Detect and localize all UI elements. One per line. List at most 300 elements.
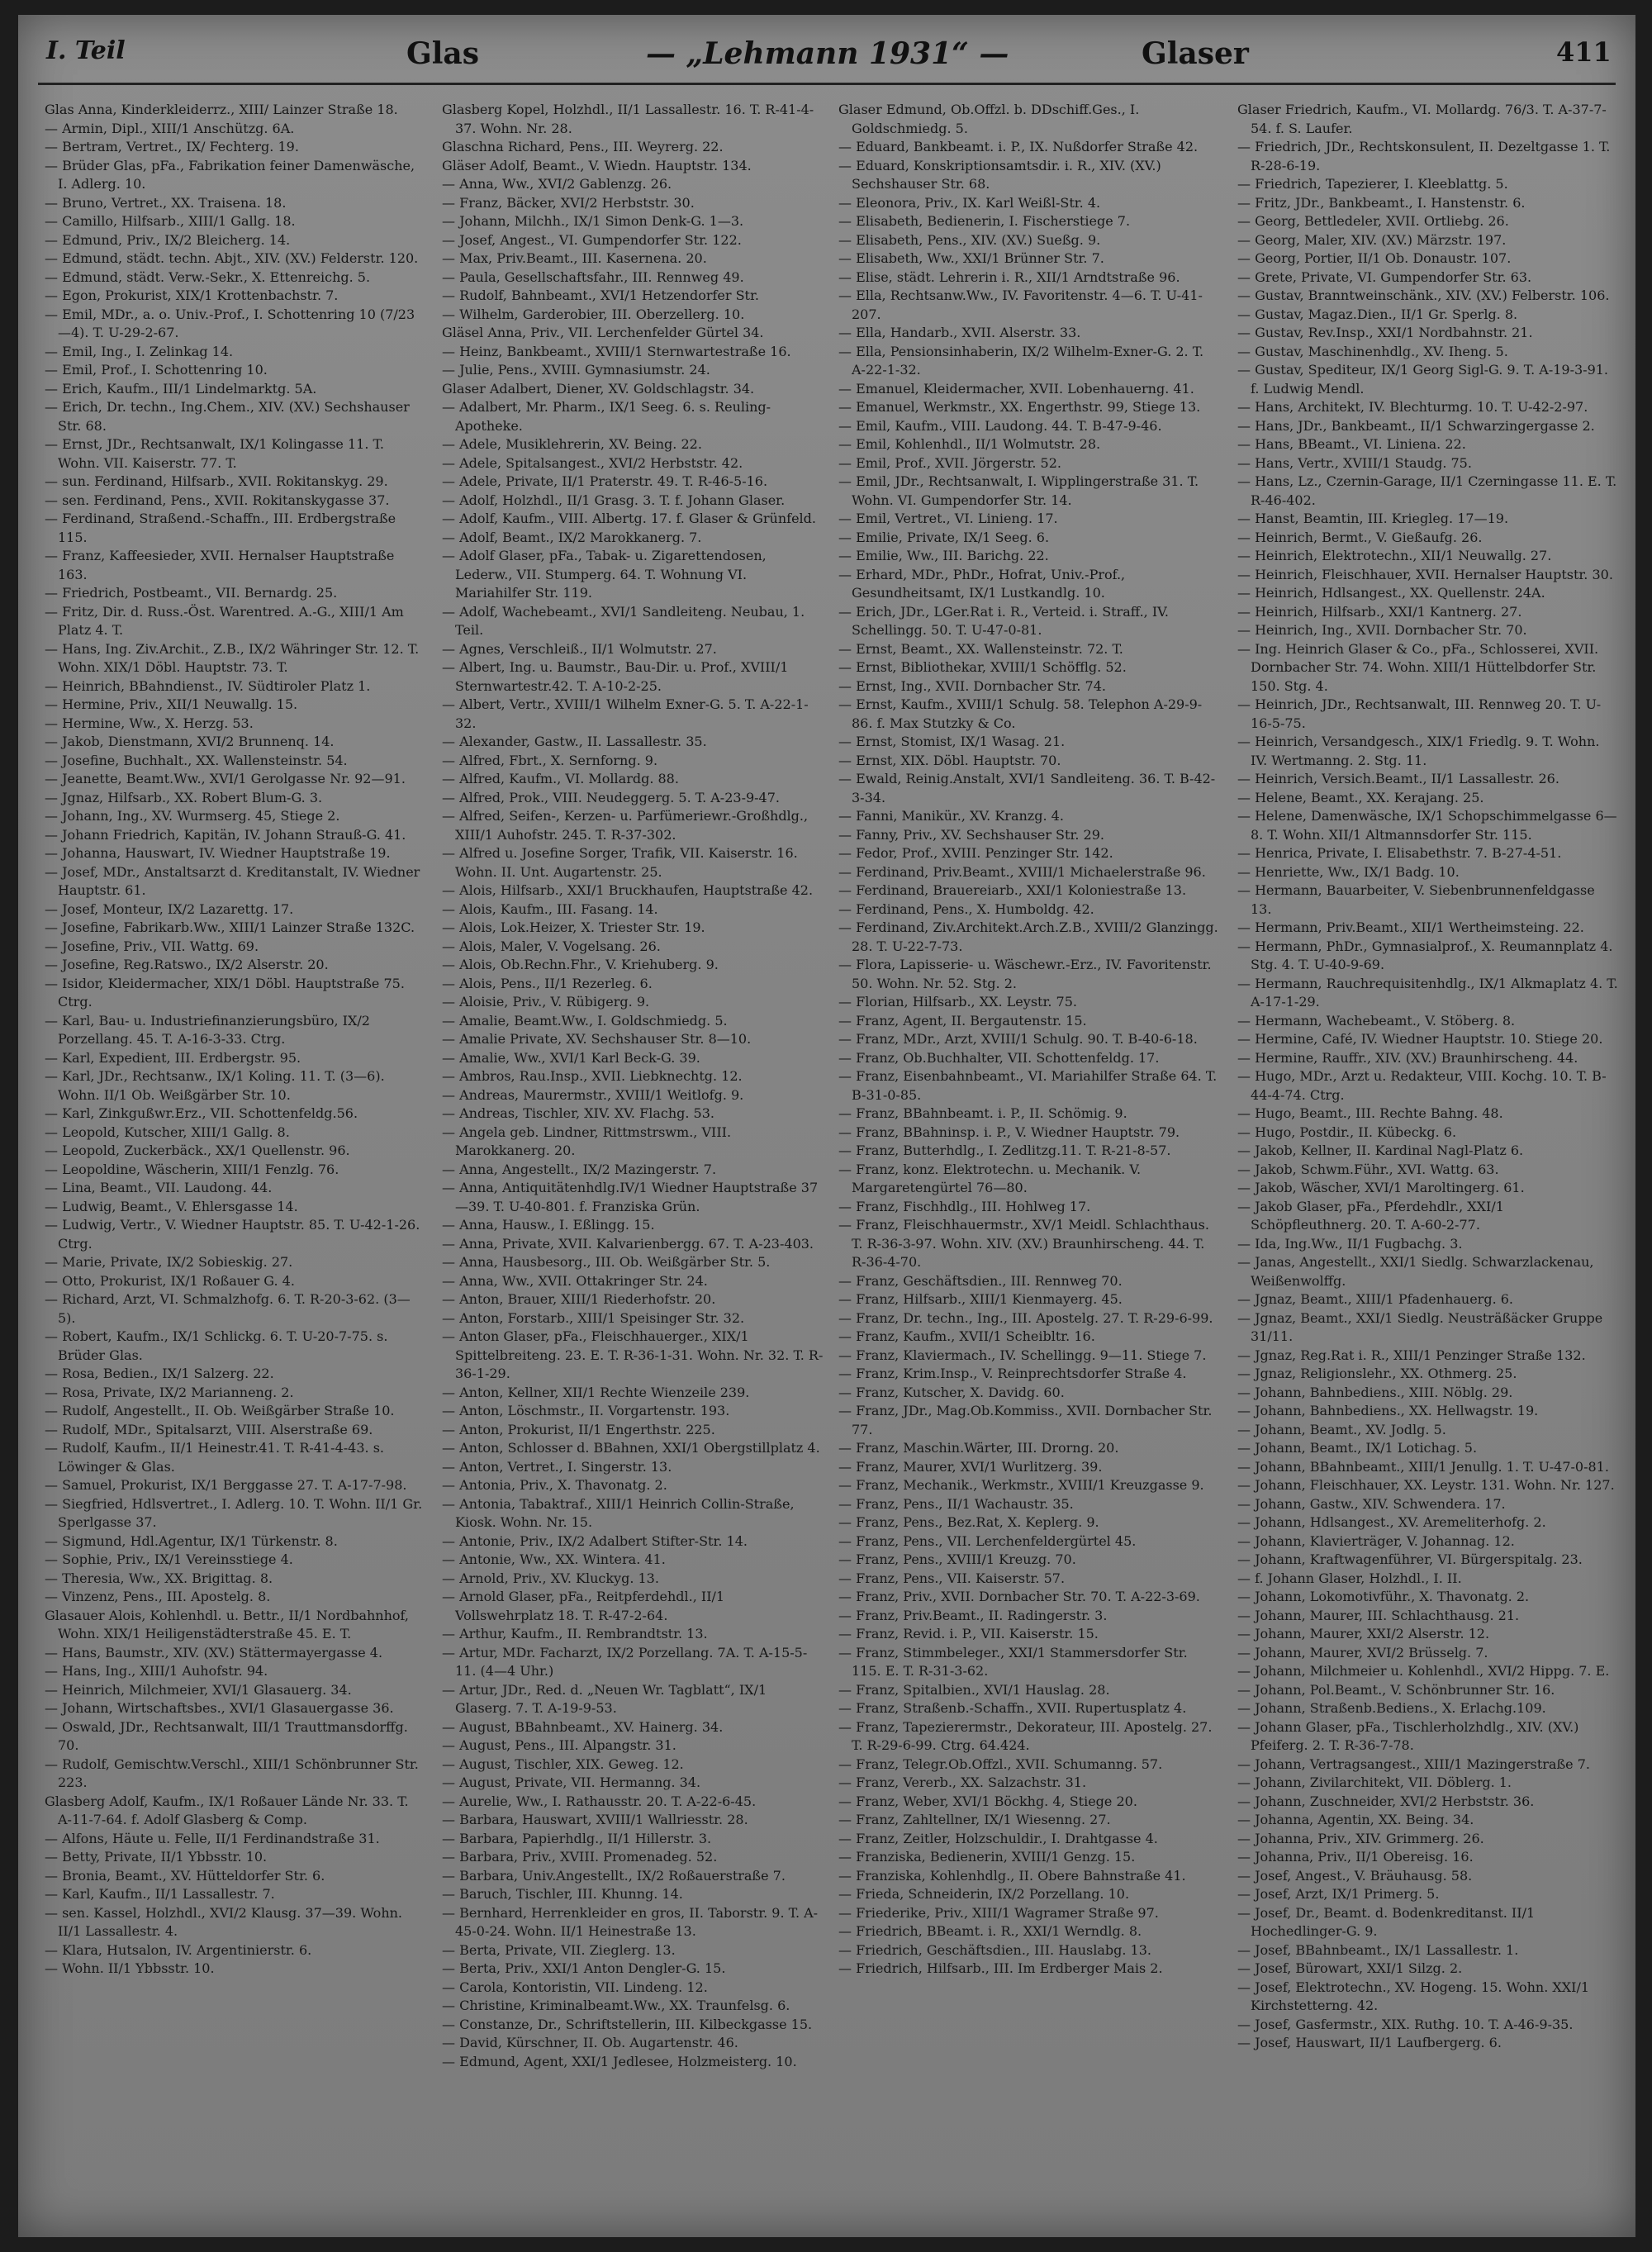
directory-entry: — Franz, Straßenb.-Schaffn., XVII. Rupertusplatz 4. [838,1700,1187,1716]
directory-entry: — Fedor, Prof., XVIII. Penzinger Str. 142. [838,845,1113,861]
directory-entry: — Franz, BBahnbeamt. i. P., II. Schömig. 9. [838,1105,1127,1121]
directory-entry: — Anna, Hausbesorg., III. Ob. Weißgärber Str. 5. [442,1254,771,1270]
last-entry-keyword: Glaser [1142,36,1249,71]
directory-entry: — Franz, Telegr.Ob.Offzl., XVII. Schumanng. 57. [838,1756,1163,1772]
directory-entry: — Franz, Mechanik., Werkmstr., XVIII/1 Kreuzgasse 9. [838,1477,1204,1493]
directory-entry: — Theresia, Ww., XX. Brigittag. 8. [45,1570,273,1586]
directory-entry: — Johann, Fleischhauer, XX. Leystr. 131. Wohn. Nr. 127. [1237,1477,1615,1493]
directory-entry: — Heinrich, Bermt., V. Gießaufg. 26. [1237,529,1483,545]
directory-entry: — Franz, Fleischhauermstr., XV/1 Meidl. Schlachthaus. T. R-36-3-97. Wohn. XIV. (XV.) Braunhirscheng. 44. T. R-36-4-70. [838,1217,1209,1270]
directory-entry: — Barbara, Priv., XVIII. Promenadeg. 52. [442,1849,718,1865]
directory-entry: — Fritz, Dir. d. Russ.-Öst. Warentred. A.-G., XIII/1 Am Platz 4. T. [45,603,404,638]
directory-entry: — Adolf, Kaufm., VIII. Albertg. 17. f. Glaser & Grünfeld. [442,511,816,526]
directory-entry: — Ida, Ing.Ww., II/1 Fugbachg. 3. [1237,1235,1463,1252]
directory-entry: — Hugo, MDr., Arzt u. Redakteur, VIII. Kochg. 10. T. B-44-4-74. Ctrg. [1237,1068,1607,1103]
directory-entry: — Jakob, Schwm.Führ., XVI. Wattg. 63. [1237,1161,1499,1177]
directory-entry: — Gustav, Branntweinschänk., XIV. (XV.) Felberstr. 106. [1237,287,1610,303]
directory-entry: — Otto, Prokurist, IX/1 Roßauer G. 4. [45,1272,295,1289]
directory-entry: — Klara, Hutsalon, IV. Argentinierstr. 6. [45,1941,312,1958]
directory-entry: — Hans, BBeamt., VI. Liniena. 22. [1237,436,1466,452]
directory-entry: — Franz, Eisenbahnbeamt., VI. Mariahilfer Straße 64. T. B-31-0-85. [838,1068,1218,1103]
directory-entry: — Johann, Pol.Beamt., V. Schönbrunner Str. 16. [1237,1681,1555,1698]
directory-entry: — Jgnaz, Hilfsarb., XX. Robert Blum-G. 3. [45,789,323,805]
directory-entry: — Johann, Lokomotivführ., X. Thavonatg. 2. [1237,1589,1530,1604]
directory-entry: — Ferdinand, Brauereiarb., XXI/1 Koloniestraße 13. [838,882,1187,898]
directory-entry: — Johann, Gastw., XIV. Schwendera. 17. [1237,1495,1506,1512]
directory-entry: — Alois, Pens., II/1 Rezerleg. 6. [442,975,653,991]
directory-entry: — Erhard, MDr., PhDr., Hofrat, Univ.-Prof., Gesundheitsamt, IX/1 Lustkandlg. 10. [838,566,1126,601]
column-1 [45,101,426,1979]
directory-entry: — Franz, Priv.Beamt., II. Radingerstr. 3. [838,1607,1108,1623]
directory-entry: — Ernst, Bibliothekar, XVIII/1 Schöfflg. 52. [838,659,1127,675]
directory-entry: — Ernst, Ing., XVII. Dornbacher Str. 74. [838,677,1106,694]
publication-title: — „Lehmann 1931“ — [646,36,1009,71]
directory-entry: — Josef, Hauswart, II/1 Laufbergerg. 6. [1237,2035,1502,2050]
directory-page [18,15,1635,2237]
directory-entry: — Franz, Stimmbeleger., XXI/1 Stammersdorfer Str. 115. E. T. R-31-3-62. [838,1644,1188,1679]
directory-entry: — Emilie, Ww., III. Barichg. 22. [838,548,1049,563]
directory-entry: — Johann, Hdlsangest., XV. Aremeliterhofg. 2. [1237,1514,1546,1530]
directory-entry: — Adolf Glaser, pFa., Tabak- u. Zigarettendosen, Lederw., VII. Stumperg. 64. T. Wohnung VI. Mariahilfer Str. 119. [442,548,767,601]
directory-entry: — Franz, BBahninsp. i. P., V. Wiedner Hauptstr. 79. [838,1124,1180,1140]
directory-entry: Glas Anna, Kinderkleiderrz., XIII/ Lainzer Straße 18. [45,102,398,117]
directory-entry: — Jakob Glaser, pFa., Pferdehdlr., XXI/1 Schöpfleuthnerg. 20. T. A-60-2-77. [1237,1198,1504,1233]
directory-entry: — Alfred, Kaufm., VI. Mollardg. 88. [442,771,679,786]
directory-entry: — Alois, Maler, V. Vogelsang. 26. [442,938,661,954]
directory-entry: — Rudolf, MDr., Spitalsarzt, VIII. Alserstraße 69. [45,1421,373,1437]
directory-entry: — Anton, Brauer, XIII/1 Riederhofstr. 20. [442,1291,716,1307]
directory-entry: — Carola, Kontoristin, VII. Lindeng. 12. [442,1979,708,1995]
page-header [18,15,1635,81]
directory-entry: — Ferdinand, Pens., X. Humboldg. 42. [838,900,1094,917]
directory-entry: — August, BBahnbeamt., XV. Hainerg. 34. [442,1718,724,1735]
directory-entry: — Hans, Architekt, IV. Blechturmg. 10. T. U-42-2-97. [1237,399,1588,415]
directory-entry: — Franz, Krim.Insp., V. Reinprechtsdorfer Straße 4. [838,1366,1187,1381]
directory-entry: — Franz, Revid. i. P., VII. Kaiserstr. 15. [838,1626,1099,1641]
directory-entry: — Franz, Ob.Buchhalter, VII. Schottenfeldg. 17. [838,1049,1160,1066]
directory-entry: — Franz, Klaviermach., IV. Schellingg. 9—11. Stiege 7. [838,1347,1207,1363]
directory-entry: — Emil, Kaufm., VIII. Laudong. 44. T. B-47-9-46. [838,417,1162,434]
directory-entry: — Franz, Butterhdlg., I. Zedlitzg.11. T. R-21-8-57. [838,1143,1171,1158]
directory-entry: — Heinrich, JDr., Rechtsanwalt, III. Rennweg 20. T. U-16-5-75. [1237,696,1602,731]
directory-entry: — Karl, Expedient, III. Erdbergstr. 95. [45,1049,301,1066]
directory-entry: — Alfred, Fbrt., X. Sernforng. 9. [442,752,658,768]
directory-entry: — Erich, Kaufm., III/1 Lindelmarktg. 5A. [45,380,317,397]
directory-entry: — Elisabeth, Bedienerin, I. Fischerstiege 7. [838,213,1131,229]
directory-entry: — Ferdinand, Straßend.-Schaffn., III. Erdbergstraße 115. [45,511,396,545]
directory-entry: — Johann, Bahnbediens., XX. Hellwagstr. 19. [1237,1403,1539,1418]
directory-entry: — Josef, Monteur, IX/2 Lazarettg. 17. [45,900,294,917]
directory-entry: — Franz, Kaffeesieder, XVII. Hernalser Hauptstraße 163. [45,548,395,582]
directory-entry: — Eduard, Bankbeamt. i. P., IX. Nußdorfer Straße 42. [838,139,1199,154]
directory-entry: — Jakob, Wäscher, XVI/1 Maroltingerg. 61. [1237,1180,1525,1195]
directory-entry: — Edmund, Agent, XXI/1 Jedlesee, Holzmeisterg. 10. [442,2053,797,2069]
directory-entry: — Emanuel, Werkmstr., XX. Engerthstr. 99, Stiege 13. [838,399,1201,415]
directory-entry: — sen. Ferdinand, Pens., XVII. Rokitanskygasse 37. [45,492,390,508]
directory-entry: — Wohn. II/1 Ybbsstr. 10. [45,1960,215,1976]
directory-entry: — Elisabeth, Ww., XXI/1 Brünner Str. 7. [838,250,1104,266]
directory-entry: — Hans, Ing., XIII/1 Auhofstr. 94. [45,1663,268,1679]
directory-entry: — Albert, Ing. u. Baumstr., Bau-Dir. u. Prof., XVIII/1 Sternwartestr.42. T. A-10-2-25. [442,659,789,694]
directory-entry: — Rudolf, Bahnbeamt., XVI/1 Hetzendorfer Str. [442,287,759,303]
directory-entry: — Johann, Beamt., XV. Jodlg. 5. [1237,1421,1446,1437]
directory-entry: — Rudolf, Gemischtw.Verschl., XIII/1 Schönbrunner Str. 223. [45,1756,419,1790]
directory-entry: — Friedrich, Postbeamt., VII. Bernardg. 25. [45,585,338,601]
directory-entry: — Wilhelm, Garderobier, III. Oberzellerg. 10. [442,306,745,322]
directory-entry: — Johann, Vertragsangest., XIII/1 Mazingerstraße 7. [1237,1756,1590,1772]
directory-entry: — Karl, Bau- u. Industriefinanzierungsbüro, IX/2 Porzellang. 45. T. A-16-3-33. Ctrg. [45,1012,370,1047]
directory-entry: Glaser Adalbert, Diener, XV. Goldschlagstr. 34. [442,380,755,397]
directory-entry: — Erich, JDr., LGer.Rat i. R., Verteid. i. Straff., IV. Schellingg. 50. T. U-47-0-81. [838,603,1169,638]
directory-entry: — Adolf, Beamt., IX/2 Marokkanerg. 7. [442,529,702,545]
directory-entry: — Amalie, Ww., XVI/1 Karl Beck-G. 39. [442,1049,700,1066]
directory-entry: — Hermann, Wachebeamt., V. Stöberg. 8. [1237,1012,1516,1029]
directory-entry: — Alfred u. Josefine Sorger, Trafik, VII. Kaiserstr. 16. Wohn. II. Unt. Augartenstr. 25. [442,845,798,880]
directory-entry: — Ella, Pensionsinhaberin, IX/2 Wilhelm-Exner-G. 2. T. A-22-1-32. [838,343,1204,378]
directory-entry: Glasauer Alois, Kohlenhdl. u. Bettr., II/1 Nordbahnhof, Wohn. XIX/1 Heiligenstädterstraße 45. E. T. [45,1607,409,1641]
directory-entry: — Alois, Ob.Rechn.Fhr., V. Kriehuberg. 9. [442,957,719,972]
directory-entry: — Anton Glaser, pFa., Fleischhauerger., XIX/1 Spittelbreiteng. 23. E. T. R-36-1-31. Wohn. Nr. 32. T. R-36-1-29. [442,1328,824,1381]
directory-entry: — Franz, Spitalbien., XVI/1 Hauslag. 28. [838,1681,1110,1698]
directory-entry: — Franz, Geschäftsdien., III. Rennweg 70. [838,1272,1123,1289]
directory-entry: — Friedrich, Tapezierer, I. Kleeblattg. 5. [1237,176,1508,192]
directory-entry: — Franziska, Bedienerin, XVIII/1 Genzg. 15. [838,1849,1136,1865]
directory-entry: — Robert, Kaufm., IX/1 Schlickg. 6. T. U-20-7-75. s. Brüder Glas. [45,1328,388,1363]
directory-entry: — Hermann, Priv.Beamt., XII/1 Wertheimsteing. 22. [1237,919,1584,935]
directory-entry: — Ella, Rechtsanw.Ww., IV. Favoritenstr. 4—6. T. U-41-207. [838,287,1203,322]
directory-entry: — Josef, Arzt, IX/1 Primerg. 5. [1237,1886,1440,1902]
directory-entry: — Friedrich, Hilfsarb., III. Im Erdberger Mais 2. [838,1960,1163,1976]
directory-entry: — Alois, Lok.Heizer, X. Triester Str. 19. [442,919,705,935]
directory-entry: — Arthur, Kaufm., II. Rembrandtstr. 13. [442,1626,708,1641]
directory-entry: — Friederike, Priv., XIII/1 Wagramer Straße 97. [838,1904,1159,1921]
directory-entry: — Ernst, JDr., Rechtsanwalt, IX/1 Kolingasse 11. T. Wohn. VII. Kaiserstr. 77. T. [45,436,384,471]
directory-entry: — Franz, MDr., Arzt, XVIII/1 Schulg. 90. T. B-40-6-18. [838,1031,1198,1047]
directory-entry: — Franz, Pens., Bez.Rat, X. Keplerg. 9. [838,1514,1099,1530]
directory-entry: — Georg, Portier, II/1 Ob. Donaustr. 107. [1237,250,1512,266]
directory-entry: — Johann, Milchmeier u. Kohlenhdl., XVI/2 Hippg. 7. E. [1237,1663,1610,1679]
directory-entry: — Johann, Zivilarchitekt, VII. Döblerg. 1. [1237,1775,1512,1790]
directory-entry: — Rosa, Private, IX/2 Marianneng. 2. [45,1384,294,1400]
directory-entry: — Franz, Pens., VII. Lerchenfeldergürtel 45. [838,1532,1137,1549]
directory-entry: — Jgnaz, Religionslehr., XX. Othmerg. 25. [1237,1366,1517,1381]
directory-entry: — Betty, Private, II/1 Ybbsstr. 10. [45,1849,268,1865]
directory-entry: — Franz, Zeitler, Holzschuldir., I. Drahtgasse 4. [838,1830,1158,1846]
directory-entry: — Leopoldine, Wäscherin, XIII/1 Fenzlg. 76. [45,1161,339,1177]
directory-entry: — Adolf, Holzhdl., II/1 Grasg. 3. T. f. Johann Glaser. [442,492,786,508]
directory-entry: — Marie, Private, IX/2 Sobieskig. 27. [45,1254,293,1270]
directory-entry: — Heinrich, Hilfsarb., XXI/1 Kantnerg. 27. [1237,603,1522,620]
directory-entry: — Johann, Wirtschaftsbes., XVI/1 Glasauergasse 36. [45,1700,394,1716]
directory-entry: — Johanna, Hauswart, IV. Wiedner Hauptstraße 19. [45,845,391,861]
directory-entry: — Florian, Hilfsarb., XX. Leystr. 75. [838,994,1077,1010]
directory-entry: — Ernst, XIX. Döbl. Hauptstr. 70. [838,752,1061,768]
directory-entry: — Berta, Private, VII. Zieglerg. 13. [442,1941,676,1958]
directory-entry: — Franz, Bäcker, XVI/2 Herbststr. 30. [442,194,695,211]
directory-entry: — Aurelie, Ww., I. Rathausstr. 20. T. A-22-6-45. [442,1793,757,1809]
directory-entry: — Franz, Kaufm., XVII/1 Scheibltr. 16. [838,1328,1095,1344]
directory-entry: — Andreas, Maurermstr., XVIII/1 Weitlofg. 9. [442,1086,744,1103]
directory-entry: — Barbara, Univ.Angestellt., IX/2 Roßauerstraße 7. [442,1867,786,1884]
directory-entry: — Antonie, Priv., IX/2 Adalbert Stifter-Str. 14. [442,1532,748,1549]
directory-entry: — Franz, Fischhdlg., III. Hohlweg 17. [838,1198,1091,1214]
directory-entry: — Bernhard, Herrenkleider en gros, II. Taborstr. 9. T. A-45-0-24. Wohn. II/1 Heinestraße 13. [442,1904,819,1939]
directory-entry: — Bertram, Vertret., IX/ Fechterg. 19. [45,139,299,154]
directory-entry: — Hans, Ing. Ziv.Archit., Z.B., IX/2 Währinger Str. 12. T. Wohn. XIX/1 Döbl. Hauptstr. 73. T. [45,640,420,675]
directory-entry: — Franz, Maschin.Wärter, III. Drorng. 20. [838,1440,1119,1456]
directory-entry: — Ernst, Stomist, IX/1 Wasag. 21. [838,734,1066,749]
directory-entry: — Jakob, Kellner, II. Kardinal Nagl-Platz 6. [1237,1143,1524,1158]
directory-entry: — Hans, Baumstr., XIV. (XV.) Stättermayergasse 4. [45,1644,383,1660]
directory-entry: — Josefine, Reg.Ratswo., IX/2 Alserstr. 20. [45,957,329,972]
directory-entry: — Heinrich, Ing., XVII. Dornbacher Str. 70. [1237,622,1527,638]
directory-entry: — Josef, Gasfermstr., XIX. Ruthg. 10. T. A-46-9-35. [1237,2016,1574,2032]
directory-entry: — Johanna, Priv., XIV. Grimmerg. 26. [1237,1830,1484,1846]
directory-entry: — Alfred, Prok., VIII. Neudeggerg. 5. T. A-23-9-47. [442,789,780,805]
directory-entry: — Siegfried, Hdlsvertret., I. Adlerg. 10. T. Wohn. II/1 Gr. Sperlgasse 37. [45,1495,423,1530]
directory-entry: — Sigmund, Hdl.Agentur, IX/1 Türkenstr. 8. [45,1532,338,1549]
directory-entry: — Josefine, Priv., VII. Wattg. 69. [45,938,259,954]
directory-entry: — Grete, Private, VI. Gumpendorfer Str. 63. [1237,268,1532,285]
directory-entry: — Franz, Tapezierermstr., Dekorateur, III. Apostelg. 27. T. R-29-6-99. Ctrg. 64.424. [838,1718,1213,1753]
directory-entry: — Emilie, Private, IX/1 Seeg. 6. [838,529,1050,545]
directory-entry: — Brüder Glas, pFa., Fabrikation feiner Damenwäsche, I. Adlerg. 10. [45,157,415,192]
directory-entry: — Amalie, Beamt.Ww., I. Goldschmiedg. 5. [442,1012,728,1029]
directory-entry: — Josef, Angest., V. Bräuhausg. 58. [1237,1867,1473,1884]
directory-entry: — Isidor, Kleidermacher, XIX/1 Döbl. Hauptstraße 75. Ctrg. [45,975,405,1010]
directory-entry: — Max, Priv.Beamt., III. Kasernena. 20. [442,250,707,266]
directory-entry: — Henriette, Ww., IX/1 Badg. 10. [1237,863,1460,880]
directory-entry: — Anna, Antiquitätenhdlg.IV/1 Wiedner Hauptstraße 37—39. T. U-40-801. f. Franziska Grün. [442,1180,819,1214]
directory-entry: — Georg, Bettledeler, XVII. Ortliebg. 26. [1237,213,1509,229]
directory-entry: — Hanst, Beamtin, III. Kriegleg. 17—19. [1237,511,1509,526]
section-label: I. Teil [46,36,126,65]
directory-entry: — Edmund, Priv., IX/2 Bleicherg. 14. [45,231,291,248]
directory-entry: — Heinrich, Hdlsangest., XX. Quellenstr. 24A. [1237,585,1545,601]
directory-entry: — Anna, Ww., XVI/2 Gablenzg. 26. [442,176,672,192]
directory-entry: Glasberg Adolf, Kaufm., IX/1 Roßauer Lände Nr. 33. T. A-11-7-64. f. Adolf Glasberg & Comp. [45,1793,409,1827]
directory-entry: — Helene, Damenwäsche, IX/1 Schopschimmelgasse 6—8. T. Wohn. XII/1 Altmannsdorfer Str. 115. [1237,808,1617,843]
directory-entry: — Janas, Angestellt., XXI/1 Siedlg. Schwarzlackenau, Weißenwolffg. [1237,1254,1594,1289]
directory-entry: — f. Johann Glaser, Holzhdl., I. II. [1237,1570,1462,1586]
directory-entry: — Alois, Hilfsarb., XXI/1 Bruckhaufen, Hauptstraße 42. [442,882,814,898]
directory-entry: — David, Kürschner, II. Ob. Augartenstr. 46. [442,2035,738,2050]
directory-entry: — Jgnaz, Beamt., XIII/1 Pfadenhauerg. 6. [1237,1291,1514,1307]
directory-entry: — Emil, Prof., I. Schottenring 10. [45,362,268,378]
directory-entry: — Paula, Gesellschaftsfahr., III. Rennweg 49. [442,268,744,285]
directory-entry: — Johann, Ing., XV. Wurmserg. 45, Stiege 2. [45,808,340,824]
directory-entry: — Josefine, Buchhalt., XX. Wallensteinstr. 54. [45,752,348,768]
directory-entry: — Adalbert, Mr. Pharm., IX/1 Seeg. 6. s. Reuling-Apotheke. [442,399,771,434]
directory-entry: — Anton, Vertret., I. Singerstr. 13. [442,1458,672,1475]
directory-entry: — Helene, Beamt., XX. Kerajang. 25. [1237,789,1484,805]
directory-entry: — Jgnaz, Beamt., XXI/1 Siedlg. Neusträßäcker Gruppe 31/11. [1237,1309,1603,1344]
directory-entry: — Christine, Kriminalbeamt.Ww., XX. Traunfelsg. 6. [442,1998,790,2013]
directory-entry: — Friedrich, Geschäftsdien., III. Hauslabg. 13. [838,1941,1151,1958]
directory-entry: — sun. Ferdinand, Hilfsarb., XVII. Rokitanskyg. 29. [45,473,388,489]
directory-entry: — Henrica, Private, I. Elisabethstr. 7. B-27-4-51. [1237,845,1562,861]
directory-entry: — Aloisie, Priv., V. Rübigerg. 9. [442,994,650,1010]
directory-entry: — Elisabeth, Pens., XIV. (XV.) Sueßg. 9. [838,231,1101,248]
directory-entry: — Franz, Vererb., XX. Salzachstr. 31. [838,1775,1087,1790]
directory-entry: — Bruno, Vertret., XX. Traisena. 18. [45,194,287,211]
directory-entry: — Richard, Arzt, VI. Schmalzhofg. 6. T. R-20-3-62. (3—5). [45,1291,411,1326]
directory-entry: — Josef, MDr., Anstaltsarzt d. Kreditanstalt, IV. Wiedner Hauptstr. 61. [45,863,420,898]
directory-entry: — Arnold Glaser, pFa., Reitpferdehdl., II/1 Vollswehrplatz 18. T. R-47-2-64. [442,1589,725,1623]
directory-entry: — Anna, Hausw., I. Eßlingg. 15. [442,1217,655,1233]
directory-entry: — Adele, Private, II/1 Praterstr. 49. T. R-46-5-16. [442,473,768,489]
directory-entry: — Franz, Priv., XVII. Dornbacher Str. 70. T. A-22-3-69. [838,1589,1200,1604]
directory-entry: — Rudolf, Angestellt., II. Ob. Weißgärber Straße 10. [45,1403,395,1418]
directory-entry: — Fanny, Priv., XV. Sechshauser Str. 29. [838,826,1104,843]
directory-entry: — Alfons, Häute u. Felle, II/1 Ferdinandstraße 31. [45,1830,380,1846]
directory-entry: — sen. Kassel, Holzhdl., XVI/2 Klausg. 37—39. Wohn. II/1 Lassallestr. 4. [45,1904,403,1939]
directory-entry: — Erich, Dr. techn., Ing.Chem., XIV. (XV.) Sechshauser Str. 68. [45,399,410,434]
directory-entry: — Karl, Kaufm., II/1 Lassallestr. 7. [45,1886,275,1902]
directory-entry: — Baruch, Tischler, III. Khunng. 14. [442,1886,683,1902]
directory-entry: Gläsel Anna, Priv., VII. Lerchenfelder Gürtel 34. [442,325,764,340]
directory-entry: — Hans, JDr., Bankbeamt., II/1 Schwarzingergasse 2. [1237,417,1595,434]
directory-entry: — Leopold, Kutscher, XIII/1 Gallg. 8. [45,1124,290,1140]
directory-entry: — Hermann, Rauchrequisitenhdlg., IX/1 Alkmaplatz 4. T. A-17-1-29. [1237,975,1618,1010]
directory-entry: — Johanna, Agentin, XX. Being. 34. [1237,1812,1474,1827]
directory-entry: — Antonie, Ww., XX. Wintera. 41. [442,1551,666,1567]
first-entry-keyword: Glas [406,36,480,71]
directory-entry: — Heinrich, Versandgesch., XIX/1 Friedlg. 9. T. Wohn. IV. Wertmanng. 2. Stg. 11. [1237,734,1600,768]
directory-entry: — Johann, Kraftwagenführer, VI. Bürgerspitalg. 23. [1237,1551,1583,1567]
directory-entry: — Franz, Weber, XVI/1 Böckhg. 4, Stiege 20. [838,1793,1137,1809]
directory-entry: — Ferdinand, Ziv.Architekt.Arch.Z.B., XVIII/2 Glanzingg. 28. T. U-22-7-73. [838,919,1218,954]
directory-entry: — Flora, Lapisserie- u. Wäschewr.-Erz., IV. Favoritenstr. 50. Wohn. Nr. 52. Stg. 2. [838,957,1212,991]
directory-entry: — Hermine, Café, IV. Wiedner Hauptstr. 10. Stiege 20. [1237,1031,1603,1047]
directory-entry: — Heinrich, Versich.Beamt., II/1 Lassallestr. 26. [1237,771,1559,786]
directory-entry: — Alois, Kaufm., III. Fasang. 14. [442,900,658,917]
directory-entry: — Karl, Zinkgußwr.Erz., VII. Schottenfeldg.56. [45,1105,358,1121]
directory-entry: — Franz, Pens., II/1 Wachaustr. 35. [838,1495,1074,1512]
directory-entry: — Alfred, Seifen-, Kerzen- u. Parfümeriewr.-Großhdlg., XIII/1 Auhofstr. 245. T. R-37-302. [442,808,809,843]
directory-entry: — Anna, Private, XVII. Kalvarienbergg. 67. T. A-23-403. [442,1235,814,1252]
directory-entry: — Johann Glaser, pFa., Tischlerholzhdlg., XIV. (XV.) Pfeiferg. 2. T. R-36-7-78. [1237,1718,1579,1753]
directory-entry: — Franz, Agent, II. Bergautenstr. 15. [838,1012,1087,1029]
directory-entry: — Anna, Ww., XVII. Ottakringer Str. 24. [442,1272,708,1289]
directory-entry: — Adolf, Wachebeamt., XVI/1 Sandleiteng. Neubau, 1. Teil. [442,603,805,638]
directory-entry: — Alexander, Gastw., II. Lassallestr. 35. [442,734,707,749]
directory-entry: — Sophie, Priv., IX/1 Vereinsstiege 4. [45,1551,293,1567]
directory-entry: — Angela geb. Lindner, Rittmstrswm., VIII. Marokkanerg. 20. [442,1124,732,1158]
directory-entry: — Johann, Maurer, XVI/2 Brüsselg. 7. [1237,1644,1488,1660]
directory-entry: Glaser Friedrich, Kaufm., VI. Mollardg. 76/3. T. A-37-7-54. f. S. Laufer. [1237,102,1607,136]
directory-entry: — Artur, JDr., Red. d. „Neuen Wr. Tagblatt“, IX/1 Glaserg. 7. T. A-19-9-53. [442,1681,767,1716]
directory-entry: — Andreas, Tischler, XIV. XV. Flachg. 53. [442,1105,714,1121]
directory-entry: — Hermine, Rauffr., XIV. (XV.) Braunhirscheng. 44. [1237,1049,1578,1066]
directory-entry: — Johann, Klavierträger, V. Johannag. 12. [1237,1532,1515,1549]
directory-entry: — Franz, Pens., XVIII/1 Kreuzg. 70. [838,1551,1076,1567]
directory-entry: — Josef, Elektrotechn., XV. Hogeng. 15. Wohn. XXI/1 Kirchstetterng. 42. [1237,1979,1590,2013]
directory-entry: — August, Private, VII. Hermanng. 34. [442,1775,701,1790]
directory-entry: — Gustav, Rev.Insp., XXI/1 Nordbahnstr. 21. [1237,325,1533,340]
directory-entry: — Johann, Beamt., IX/1 Lotichag. 5. [1237,1440,1478,1456]
directory-entry: — Anton, Kellner, XII/1 Rechte Wienzeile 239. [442,1384,750,1400]
directory-entry: — Heinrich, Elektrotechn., XII/1 Neuwallg. 27. [1237,548,1552,563]
directory-entry: — Ludwig, Beamt., V. Ehlersgasse 14. [45,1198,298,1214]
directory-entry: — Johann, Straßenb.Bediens., X. Erlachg.109. [1237,1700,1546,1716]
directory-entry: Gläser Adolf, Beamt., V. Wiedn. Hauptstr. 134. [442,157,752,173]
directory-entry: — Johann, Maurer, III. Schlachthausg. 21. [1237,1607,1520,1623]
directory-entry: — Johann, BBahnbeamt., XIII/1 Jenullg. 1. T. U-47-0-81. [1237,1458,1609,1475]
directory-entry: — Edmund, städt. Verw.-Sekr., X. Ettenreichg. 5. [45,268,371,285]
directory-entry: — Ernst, Beamt., XX. Wallensteinstr. 72. T. [838,640,1123,657]
directory-entry: — Hans, Lz., Czernin-Garage, II/1 Czerningasse 11. E. T. R-46-402. [1237,473,1617,508]
directory-entry: — Elise, städt. Lehrerin i. R., XII/1 Arndtstraße 96. [838,268,1180,285]
directory-entry: — Oswald, JDr., Rechtsanwalt, III/1 Trauttmansdorffg. 70. [45,1718,408,1753]
page-number: 411 [1556,36,1612,68]
directory-entry: — Ewald, Reinig.Anstalt, XVI/1 Sandleiteng. 36. T. B-42-3-34. [838,771,1216,805]
directory-entry: — Amalie Private, XV. Sechshauser Str. 8—10. [442,1031,752,1047]
directory-entry: — Hugo, Postdir., II. Kübeckg. 6. [1237,1124,1457,1140]
directory-entry: — Rudolf, Kaufm., II/1 Heinestr.41. T. R-41-4-43. s. Löwinger & Glas. [45,1440,384,1475]
directory-entry: — Emil, Ing., I. Zelinkag 14. [45,343,234,359]
directory-entry: — Ferdinand, Priv.Beamt., XVIII/1 Michaelerstraße 96. [838,863,1206,880]
directory-entry: — Armin, Dipl., XIII/1 Anschützg. 6A. [45,120,295,136]
directory-entry: — Gustav, Maschinenhdlg., XV. Iheng. 5. [1237,343,1508,359]
directory-entry: — Gustav, Spediteur, IX/1 Georg Sigl-G. 9. T. A-19-3-91. f. Ludwig Mendl. [1237,362,1609,397]
directory-entry: — Edmund, städt. techn. Abjt., XIV. (XV.) Felderstr. 120. [45,250,419,266]
directory-entry: — Vinzenz, Pens., III. Apostelg. 8. [45,1589,271,1604]
directory-entry: — Franz, Kutscher, X. Davidg. 60. [838,1384,1065,1400]
directory-entry: — Barbara, Hauswart, XVIII/1 Wallriesstr. 28. [442,1812,748,1827]
directory-entry: — Fritz, JDr., Bankbeamt., I. Hanstenstr. 6. [1237,194,1526,211]
directory-entry: — August, Pens., III. Alpangstr. 31. [442,1737,676,1753]
directory-entry: — Ludwig, Vertr., V. Wiedner Hauptstr. 85. T. U-42-1-26. Ctrg. [45,1217,420,1252]
directory-entry: — Gustav, Magaz.Dien., II/1 Gr. Sperlg. 8. [1237,306,1518,322]
directory-entry: — Barbara, Papierhdlg., II/1 Hillerstr. 3. [442,1830,712,1846]
directory-entry: — Josef, Bürowart, XXI/1 Silzg. 2. [1237,1960,1463,1976]
directory-entry: — Heinrich, BBahndienst., IV. Südtiroler Platz 1. [45,677,371,694]
directory-entry: Glasberg Kopel, Holzhdl., II/1 Lassallestr. 16. T. R-41-4-37. Wohn. Nr. 28. [442,102,814,136]
directory-entry: — Anton, Schlosser d. BBahnen, XXI/1 Obergstillplatz 4. [442,1440,820,1456]
directory-entry: — Adele, Spitalsangest., XVI/2 Herbststr. 42. [442,454,743,471]
directory-entry: — Ing. Heinrich Glaser & Co., pFa., Schlosserei, XVII. Dornbacher Str. 74. Wohn. XIII/1 Hüttelbdorfer Str. 150. Stg. 4. [1237,640,1599,694]
directory-entry: — Jeanette, Beamt.Ww., XVI/1 Gerolgasse Nr. 92—91. [45,771,406,786]
directory-entry: Glaschna Richard, Pens., III. Weyrerg. 22. [442,139,724,154]
header-rule [38,83,1616,85]
directory-entry: — Rosa, Bedien., IX/1 Salzerg. 22. [45,1366,274,1381]
directory-entry: — Franz, JDr., Mag.Ob.Kommiss., XVII. Dornbacher Str. 77. [838,1403,1213,1437]
directory-entry: — Samuel, Prokurist, IX/1 Berggasse 27. T. A-17-7-98. [45,1477,407,1493]
directory-entry: — Josef, Dr., Beamt. d. Bodenkreditanst. II/1 Hochedlinger-G. 9. [1237,1904,1536,1939]
directory-entry: — Emil, JDr., Rechtsanwalt, I. Wipplingerstraße 31. T. Wohn. VI. Gumpendorfer Str. 14. [838,473,1199,508]
directory-entry: — Karl, JDr., Rechtsanw., IX/1 Koling. 11. T. (3—6). Wohn. II/1 Ob. Weißgärber Str. 10. [45,1068,385,1103]
directory-entry: — Johann, Zuschneider, XVI/2 Herbststr. 36. [1237,1793,1535,1809]
directory-entry: — Anton, Forstarb., XIII/1 Speisinger Str. 32. [442,1309,745,1326]
directory-entry: — Franz, Dr. techn., Ing., III. Apostelg. 27. T. R-29-6-99. [838,1309,1213,1326]
column-2 [442,101,824,2071]
directory-entry: — Anton, Löschmstr., II. Vorgartenstr. 193. [442,1403,730,1418]
directory-entry: — Jakob, Dienstmann, XVI/2 Brunnenq. 14. [45,734,335,749]
directory-entry: — August, Tischler, XIX. Geweg. 12. [442,1756,684,1772]
directory-entry: — Emil, Vertret., VI. Linieng. 17. [838,511,1058,526]
directory-entry: — Heinrich, Milchmeier, XVI/1 Glasauerg. 34. [45,1681,352,1698]
directory-entry: — Ella, Handarb., XVII. Alserstr. 33. [838,325,1081,340]
directory-entry: — Franz, Hilfsarb., XIII/1 Kienmayerg. 45. [838,1291,1123,1307]
directory-entry: — Julie, Pens., XVIII. Gymnasiumstr. 24. [442,362,710,378]
directory-entry: — Lina, Beamt., VII. Laudong. 44. [45,1180,273,1195]
directory-entry: — Heinz, Bankbeamt., XVIII/1 Sternwartestraße 16. [442,343,791,359]
directory-entry: Glaser Edmund, Ob.Offzl. b. DDschiff.Ges., I. Goldschmiedg. 5. [838,102,1140,136]
directory-entry: — Jgnaz, Reg.Rat i. R., XIII/1 Penzinger Straße 132. [1237,1347,1586,1363]
directory-entry: — Emil, Prof., XVII. Jörgerstr. 52. [838,454,1061,471]
directory-entry: — Hugo, Beamt., III. Rechte Bahng. 48. [1237,1105,1503,1121]
